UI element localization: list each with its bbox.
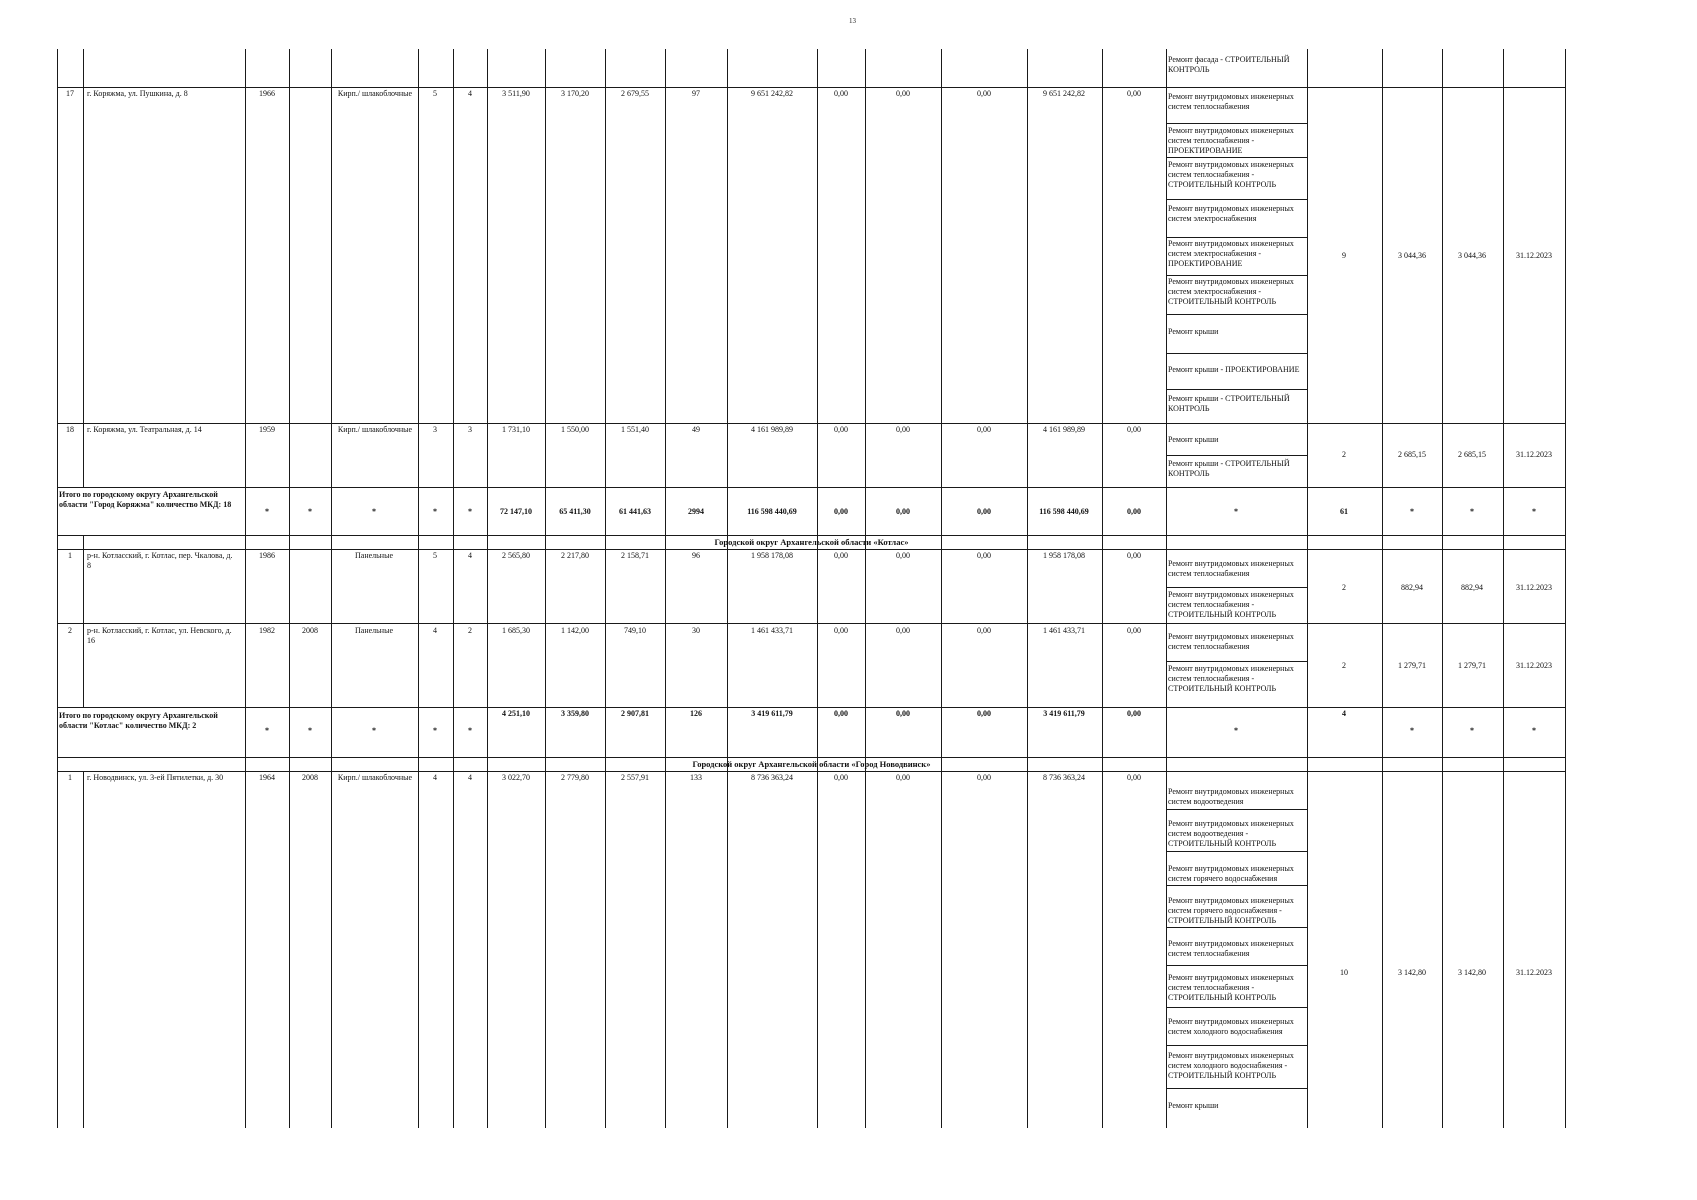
total-work-count: 61 xyxy=(1340,507,1348,516)
floors: 3 xyxy=(433,425,437,434)
grid-line xyxy=(1382,49,1383,1128)
row-number: 17 xyxy=(66,89,74,98)
grid-line xyxy=(245,49,246,1128)
grid-line xyxy=(1166,1045,1307,1046)
total-label: Итого по городскому округу Архангельской области "Котлас" количество МКД: 2 xyxy=(59,711,218,730)
year-built: 1986 xyxy=(259,551,275,560)
total-area-b: 61 441,63 xyxy=(619,507,651,516)
total-star: * xyxy=(308,507,312,516)
total-fund-2: 0,00 xyxy=(896,709,910,718)
total-star: * xyxy=(1410,507,1414,516)
total-star: * xyxy=(1234,726,1238,735)
total-star: * xyxy=(265,726,269,735)
grid-line xyxy=(1166,157,1307,158)
grid-line xyxy=(1503,49,1504,1128)
grid-line xyxy=(57,549,1566,550)
grid-line xyxy=(57,623,1566,624)
grid-line xyxy=(1166,237,1307,238)
total-cost-owner: 3 419 611,79 xyxy=(1043,709,1085,718)
total-star: * xyxy=(468,726,472,735)
cost-total: 9 651 242,82 xyxy=(751,89,793,98)
area-a: 2 217,80 xyxy=(561,551,589,560)
entrances: 4 xyxy=(468,89,472,98)
cost-owner: 9 651 242,82 xyxy=(1043,89,1085,98)
deadline: 31.12.2023 xyxy=(1516,251,1552,260)
grid-line xyxy=(1166,199,1307,200)
year-built: 1982 xyxy=(259,626,275,635)
grid-line xyxy=(727,49,728,1128)
grid-line xyxy=(1166,661,1307,662)
work-item: Ремонт внутридомовых инженерных систем водоотведения xyxy=(1168,787,1294,806)
work-item: Ремонт внутридомовых инженерных систем теплоснабжения - СТРОИТЕЛЬНЫЙ КОНТРОЛЬ xyxy=(1168,590,1294,619)
deadline: 31.12.2023 xyxy=(1516,968,1552,977)
total-star: * xyxy=(1532,507,1536,516)
area-b: 1 551,40 xyxy=(621,425,649,434)
work-item: Ремонт внутридомовых инженерных систем электроснабжения xyxy=(1168,204,1294,223)
work-item: Ремонт внутридомовых инженерных систем холодного водоснабжения - СТРОИТЕЛЬНЫЙ КОНТРОЛЬ xyxy=(1168,1051,1294,1080)
row-number: 2 xyxy=(68,626,72,635)
total-star: * xyxy=(308,726,312,735)
work-count: 2 xyxy=(1342,661,1346,670)
grid-line xyxy=(57,487,1566,488)
grid-line xyxy=(1166,455,1307,456)
grid-line xyxy=(605,49,606,1128)
grid-line xyxy=(1166,851,1307,852)
residents: 49 xyxy=(692,425,700,434)
grid-line xyxy=(665,49,666,1128)
work-item: Ремонт внутридомовых инженерных систем водоотведения - СТРОИТЕЛЬНЫЙ КОНТРОЛЬ xyxy=(1168,819,1294,848)
total-fund-5: 0,00 xyxy=(1127,507,1141,516)
wall-material: Панельные xyxy=(354,626,394,635)
deadline: 31.12.2023 xyxy=(1516,583,1552,592)
grid-line xyxy=(1102,49,1103,1128)
row-number: 18 xyxy=(66,425,74,434)
work-item: Ремонт внутридомовых инженерных систем теплоснабжения - СТРОИТЕЛЬНЫЙ КОНТРОЛЬ xyxy=(1168,664,1294,693)
cost-total: 4 161 989,89 xyxy=(751,425,793,434)
grid-line xyxy=(1166,1007,1307,1008)
cost-total: 1 958 178,08 xyxy=(751,551,793,560)
grid-line xyxy=(83,536,84,708)
fund-1: 0,00 xyxy=(834,773,848,782)
address: р-н. Котласский, г. Котлас, ул. Невского, д. 16 xyxy=(87,626,232,645)
grid-line xyxy=(1166,965,1307,966)
total-cost: 116 598 440,69 xyxy=(747,507,797,516)
work-item: Ремонт крыши - СТРОИТЕЛЬНЫЙ КОНТРОЛЬ xyxy=(1168,459,1290,478)
work-item: Ремонт внутридомовых инженерных систем холодного водоснабжения xyxy=(1168,1017,1294,1036)
address: р-н. Котласский, г. Котлас, пер. Чкалова, д. 8 xyxy=(87,551,233,570)
fund-2: 0,00 xyxy=(896,551,910,560)
area-total: 1 685,30 xyxy=(502,626,530,635)
grid-line xyxy=(1166,885,1307,886)
grid-line xyxy=(1166,587,1307,588)
work-item: Ремонт внутридомовых инженерных систем теплоснабжения - СТРОИТЕЛЬНЫЙ КОНТРОЛЬ xyxy=(1168,160,1294,189)
area-total: 1 731,10 xyxy=(502,425,530,434)
area-total: 2 565,80 xyxy=(502,551,530,560)
work-count: 10 xyxy=(1340,968,1348,977)
floors: 5 xyxy=(433,89,437,98)
entrances: 3 xyxy=(468,425,472,434)
grid-line xyxy=(545,49,546,1128)
work-item: Ремонт внутридомовых инженерных систем теплоснабжения - СТРОИТЕЛЬНЫЙ КОНТРОЛЬ xyxy=(1168,973,1294,1002)
total-label: Итого по городскому округу Архангельской области "Город Коряжма" количество МКД: 18 xyxy=(59,490,232,509)
unit-cost: 1 279,71 xyxy=(1398,661,1426,670)
cost-owner: 8 736 363,24 xyxy=(1043,773,1085,782)
fund-2: 0,00 xyxy=(896,773,910,782)
grid-line xyxy=(57,707,1566,708)
work-count: 2 xyxy=(1342,583,1346,592)
address: г. Коряжма, ул. Театральная, д. 14 xyxy=(87,425,202,434)
grid-line xyxy=(453,49,454,1128)
total-star: * xyxy=(433,507,437,516)
total-residents: 126 xyxy=(690,709,702,718)
work-item: Ремонт крыши - ПРОЕКТИРОВАНИЕ xyxy=(1168,365,1300,374)
grid-line xyxy=(1166,389,1307,390)
grid-line xyxy=(1166,1088,1307,1089)
fund-2: 0,00 xyxy=(896,425,910,434)
cost-owner: 1 461 433,71 xyxy=(1043,626,1085,635)
total-cost: 3 419 611,79 xyxy=(751,709,793,718)
fund-3: 0,00 xyxy=(977,626,991,635)
work-count: 2 xyxy=(1342,450,1346,459)
work-item: Ремонт внутридомовых инженерных систем горячего водоснабжения - СТРОИТЕЛЬНЫЙ КОНТРОЛЬ xyxy=(1168,896,1294,925)
unit-cost: 3 142,80 xyxy=(1398,968,1426,977)
work-item: Ремонт внутридомовых инженерных систем горячего водоснабжения xyxy=(1168,864,1294,883)
row-number: 1 xyxy=(68,551,72,560)
area-b: 2 679,55 xyxy=(621,89,649,98)
grid-line xyxy=(331,49,332,1128)
entrances: 4 xyxy=(468,773,472,782)
unit-cost: 882,94 xyxy=(1401,583,1423,592)
work-item: Ремонт внутридомовых инженерных систем электроснабжения - ПРОЕКТИРОВАНИЕ xyxy=(1168,239,1294,268)
total-area-total: 72 147,10 xyxy=(500,507,532,516)
total-residents: 2994 xyxy=(688,507,704,516)
grid-line xyxy=(1166,49,1167,1128)
grid-line xyxy=(1166,809,1307,810)
cost-total: 8 736 363,24 xyxy=(751,773,793,782)
section-heading: Городской округ Архангельской области «Город Новодвинск» xyxy=(692,759,931,769)
max-cost: 3 044,36 xyxy=(1458,251,1486,260)
work-item: Ремонт внутридомовых инженерных систем теплоснабжения xyxy=(1168,92,1294,111)
total-star: * xyxy=(1532,726,1536,735)
total-area-a: 65 411,30 xyxy=(559,507,591,516)
fund-2: 0,00 xyxy=(896,89,910,98)
total-star: * xyxy=(1234,507,1238,516)
area-a: 1 550,00 xyxy=(561,425,589,434)
wall-material: Кирп./ шлакоблочные xyxy=(337,425,413,434)
fund-3: 0,00 xyxy=(977,551,991,560)
max-cost: 882,94 xyxy=(1461,583,1483,592)
year-renovation: 2008 xyxy=(302,773,318,782)
grid-line xyxy=(1166,353,1307,354)
residents: 133 xyxy=(690,773,702,782)
total-area-a: 3 359,80 xyxy=(561,709,589,718)
grid-line xyxy=(83,771,84,1128)
total-star: * xyxy=(1410,726,1414,735)
area-b: 2 158,71 xyxy=(621,551,649,560)
work-item: Ремонт внутридомовых инженерных систем теплоснабжения xyxy=(1168,939,1294,958)
total-star: * xyxy=(468,507,472,516)
grid-line xyxy=(1166,123,1307,124)
fund-5: 0,00 xyxy=(1127,89,1141,98)
capital-repair-table xyxy=(57,49,1566,1128)
work-item: Ремонт крыши xyxy=(1168,435,1219,444)
area-a: 2 779,80 xyxy=(561,773,589,782)
max-cost: 1 279,71 xyxy=(1458,661,1486,670)
fund-3: 0,00 xyxy=(977,773,991,782)
fund-5: 0,00 xyxy=(1127,551,1141,560)
area-a: 1 142,00 xyxy=(561,626,589,635)
work-item: Ремонт внутридомовых инженерных систем теплоснабжения xyxy=(1168,632,1294,651)
total-fund-2: 0,00 xyxy=(896,507,910,516)
fund-5: 0,00 xyxy=(1127,425,1141,434)
total-fund-3: 0,00 xyxy=(977,709,991,718)
total-fund-3: 0,00 xyxy=(977,507,991,516)
wall-material: Кирп./ шлакоблочные xyxy=(337,773,413,782)
grid-line xyxy=(57,757,1566,758)
fund-1: 0,00 xyxy=(834,551,848,560)
fund-1: 0,00 xyxy=(834,425,848,434)
total-fund-5: 0,00 xyxy=(1127,709,1141,718)
area-a: 3 170,20 xyxy=(561,89,589,98)
cost-owner: 1 958 178,08 xyxy=(1043,551,1085,560)
entrances: 4 xyxy=(468,551,472,560)
unit-cost: 3 044,36 xyxy=(1398,251,1426,260)
residents: 30 xyxy=(692,626,700,635)
grid-line xyxy=(1027,49,1028,1128)
work-count: 9 xyxy=(1342,251,1346,260)
year-built: 1959 xyxy=(259,425,275,434)
total-star: * xyxy=(1470,726,1474,735)
total-work-count: 4 xyxy=(1342,709,1346,718)
wall-material: Панельные xyxy=(354,551,394,560)
total-star: * xyxy=(372,507,376,516)
fund-3: 0,00 xyxy=(977,425,991,434)
fund-5: 0,00 xyxy=(1127,626,1141,635)
grid-line xyxy=(817,49,818,1128)
deadline: 31.12.2023 xyxy=(1516,661,1552,670)
grid-line xyxy=(941,49,942,1128)
residents: 96 xyxy=(692,551,700,560)
total-area-total: 4 251,10 xyxy=(502,709,530,718)
floors: 5 xyxy=(433,551,437,560)
grid-line xyxy=(865,49,866,1128)
fund-5: 0,00 xyxy=(1127,773,1141,782)
grid-line xyxy=(57,49,58,1128)
total-star: * xyxy=(433,726,437,735)
work-item: Ремонт крыши xyxy=(1168,327,1219,336)
area-b: 749,10 xyxy=(624,626,646,635)
floors: 4 xyxy=(433,626,437,635)
total-star: * xyxy=(372,726,376,735)
max-cost: 2 685,15 xyxy=(1458,450,1486,459)
year-renovation: 2008 xyxy=(302,626,318,635)
page-number: 13 xyxy=(849,17,856,25)
fund-2: 0,00 xyxy=(896,626,910,635)
grid-line xyxy=(1166,927,1307,928)
grid-line xyxy=(1442,49,1443,1128)
address: г. Новодвинск, ул. 3-ей Пятилетки, д. 30 xyxy=(87,773,224,782)
section-heading: Городской округ Архангельской области «Котлас» xyxy=(714,537,909,547)
total-fund-1: 0,00 xyxy=(834,507,848,516)
grid-line xyxy=(487,49,488,1128)
area-total: 3 022,70 xyxy=(502,773,530,782)
address: г. Коряжма, ул. Пушкина, д. 8 xyxy=(87,89,188,98)
fund-3: 0,00 xyxy=(977,89,991,98)
row-number: 1 xyxy=(68,773,72,782)
cost-owner: 4 161 989,89 xyxy=(1043,425,1085,434)
residents: 97 xyxy=(692,89,700,98)
unit-cost: 2 685,15 xyxy=(1398,450,1426,459)
grid-line xyxy=(1166,275,1307,276)
work-item: Ремонт фасада - СТРОИТЕЛЬНЫЙ КОНТРОЛЬ xyxy=(1168,55,1290,74)
total-star: * xyxy=(265,507,269,516)
total-star: * xyxy=(1470,507,1474,516)
area-total: 3 511,90 xyxy=(502,89,530,98)
work-item: Ремонт крыши xyxy=(1168,1101,1219,1110)
year-built: 1964 xyxy=(259,773,275,782)
total-fund-1: 0,00 xyxy=(834,709,848,718)
max-cost: 3 142,80 xyxy=(1458,968,1486,977)
total-area-b: 2 907,81 xyxy=(621,709,649,718)
work-item: Ремонт внутридомовых инженерных систем электроснабжения - СТРОИТЕЛЬНЫЙ КОНТРОЛЬ xyxy=(1168,277,1294,306)
grid-line xyxy=(57,423,1566,424)
deadline: 31.12.2023 xyxy=(1516,450,1552,459)
year-built: 1966 xyxy=(259,89,275,98)
cost-total: 1 461 433,71 xyxy=(751,626,793,635)
grid-line xyxy=(289,49,290,1128)
grid-line xyxy=(57,771,1566,772)
work-item: Ремонт внутридомовых инженерных систем теплоснабжения - ПРОЕКТИРОВАНИЕ xyxy=(1168,126,1294,155)
work-item: Ремонт внутридомовых инженерных систем теплоснабжения xyxy=(1168,559,1294,578)
total-cost-owner: 116 598 440,69 xyxy=(1039,507,1089,516)
area-b: 2 557,91 xyxy=(621,773,649,782)
floors: 4 xyxy=(433,773,437,782)
work-item: Ремонт крыши - СТРОИТЕЛЬНЫЙ КОНТРОЛЬ xyxy=(1168,394,1290,413)
grid-line xyxy=(1166,314,1307,315)
fund-1: 0,00 xyxy=(834,89,848,98)
entrances: 2 xyxy=(468,626,472,635)
grid-line xyxy=(57,535,1566,536)
wall-material: Кирп./ шлакоблочные xyxy=(337,89,413,98)
fund-1: 0,00 xyxy=(834,626,848,635)
grid-line xyxy=(418,49,419,1128)
grid-line xyxy=(1565,49,1566,1128)
grid-line xyxy=(57,87,1566,88)
